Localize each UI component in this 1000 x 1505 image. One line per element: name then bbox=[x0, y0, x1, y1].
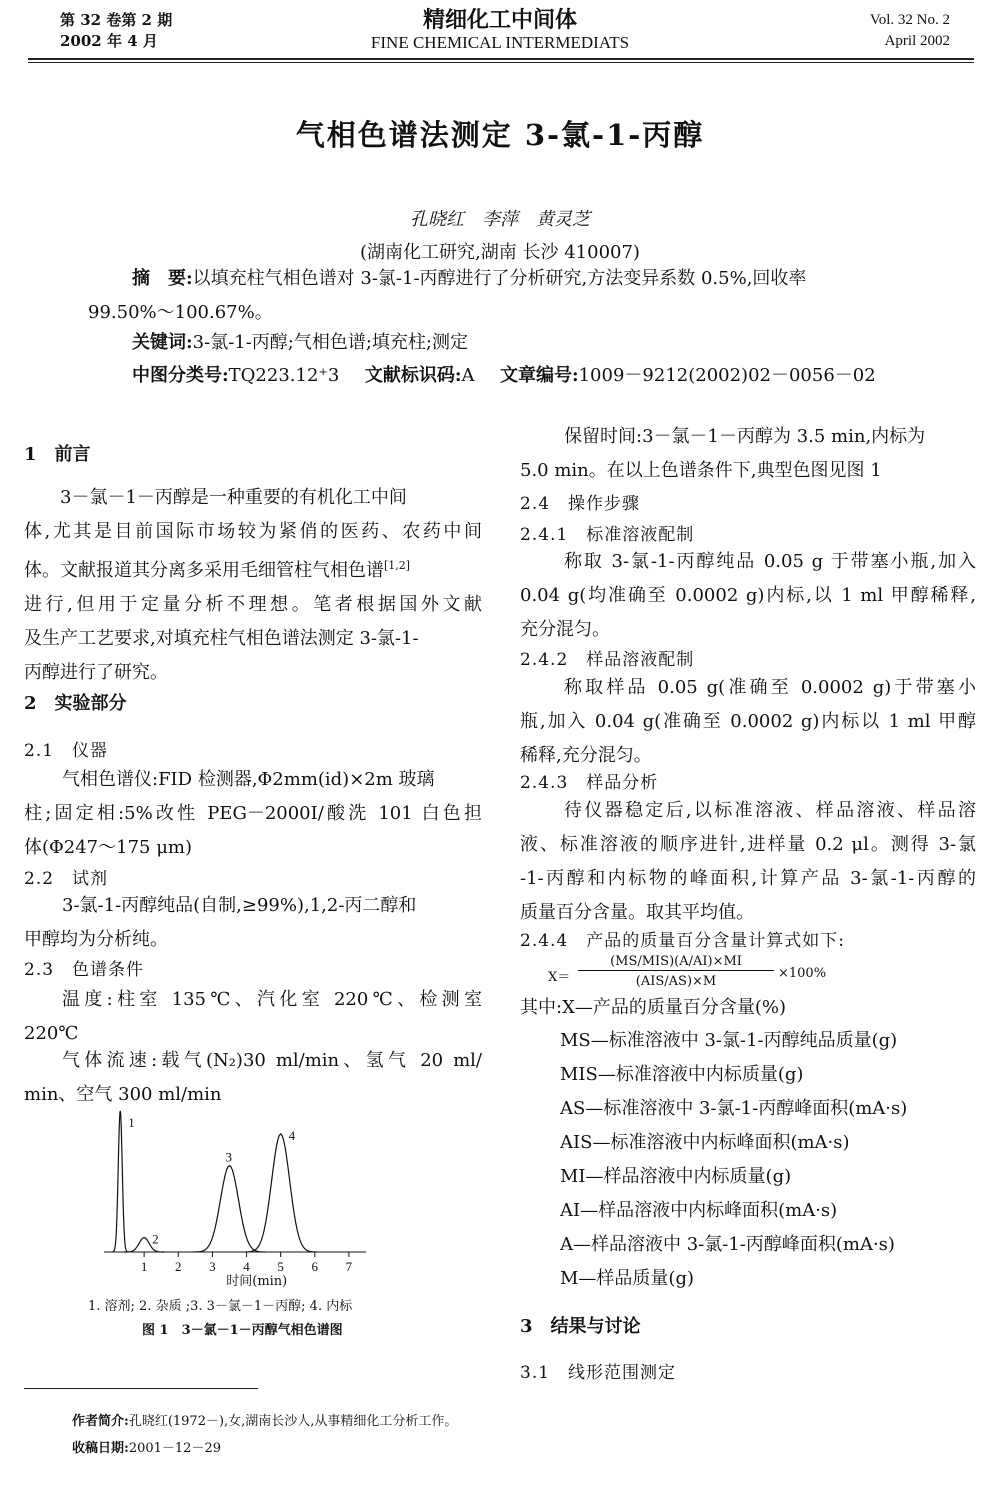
section-2-4-3-heading: 2.4.3 样品分析 bbox=[520, 773, 659, 793]
article-title: 气相色谱法测定 3-氯-1-丙醇 bbox=[295, 118, 705, 152]
variable-def: AS—标准溶液中 3-氯-1-丙醇峰面积(mA·s) bbox=[560, 1098, 908, 1119]
section-1-body bbox=[24, 481, 482, 690]
text-line: 丙醇进行了研究。 bbox=[24, 662, 168, 683]
x-tick-label: 7 bbox=[345, 1259, 353, 1274]
text-line: 瓶,加入 0.04 g(准确至 0.0002 g)内标以 1 ml 甲醇 bbox=[520, 711, 976, 732]
journal-title: 精细化工中间体 bbox=[422, 7, 577, 33]
variable-def: A—样品溶液中 3-氯-1-丙醇峰面积(mA·s) bbox=[560, 1234, 895, 1255]
text-line bbox=[24, 549, 482, 588]
text-line: 3-氯-1-丙醇纯品(自制,≥99%),1,2-丙二醇和 bbox=[62, 895, 417, 916]
x-tick-label: 4 bbox=[243, 1259, 250, 1274]
section-2-2-heading: 2.2 试剂 bbox=[24, 869, 109, 889]
peak-label: 3 bbox=[225, 1149, 232, 1165]
formula-lhs: X＝ bbox=[548, 970, 571, 985]
variables-intro: 其中:X—产品的质量百分含量(%) bbox=[520, 997, 787, 1018]
clc-value: TQ223.12⁺3 bbox=[228, 365, 340, 386]
section-2-1-body bbox=[24, 763, 482, 865]
text-line: 气相色谱仪:FID 检测器,Φ2mm(id)×2m 玻璃 bbox=[62, 769, 435, 790]
formula-factor: ×100% bbox=[778, 966, 827, 981]
author-note bbox=[72, 1410, 457, 1429]
author-note-text: 孔晓红(1972－),女,湖南长沙人,从事精细化工分析工作。 bbox=[128, 1414, 458, 1429]
formula-numerator: (MS/MIS)(A/AI)×MI bbox=[578, 954, 774, 971]
doc-code-label: 文献标识码: bbox=[364, 365, 462, 386]
text-line: 进行,但用于定量分析不理想。笔者根据国外文献 bbox=[24, 594, 482, 615]
variable-def: MIS—标准溶液中内标质量(g) bbox=[560, 1064, 804, 1085]
citation: [1,2] bbox=[384, 559, 411, 572]
text-line: 体,尤其是目前国际市场较为紧俏的医药、农药中间 bbox=[24, 521, 482, 542]
journal-volume bbox=[870, 10, 950, 52]
variable-definitions bbox=[560, 1024, 980, 1296]
keywords-line bbox=[132, 326, 468, 360]
variable-def: M—样品质量(g) bbox=[560, 1268, 694, 1289]
text-line: 称取 3-氯-1-丙醇纯品 0.05 g 于带塞小瓶,加入 bbox=[564, 551, 976, 572]
article-authors: 孔晓红 李萍 黄灵芝 bbox=[410, 209, 590, 230]
peak-label: 4 bbox=[288, 1127, 296, 1143]
text-line: 甲醇均为分析纯。 bbox=[24, 929, 168, 950]
peak-trace bbox=[193, 1166, 265, 1252]
formula-denominator: (AIS/AS)×M bbox=[635, 974, 717, 989]
section-2-2-body bbox=[24, 889, 482, 957]
section-2-3-heading: 2.3 色谱条件 bbox=[24, 960, 145, 980]
clc-label: 中图分类号: bbox=[132, 365, 229, 386]
keywords-text: 3-氯-1-丙醇;气相色谱;填充柱;测定 bbox=[192, 332, 468, 353]
keywords-label: 关键词: bbox=[132, 332, 193, 353]
variable-def: AIS—标准溶液中内标峰面积(mA·s) bbox=[560, 1132, 850, 1153]
issue-volume: 第 32 卷第 2 期 bbox=[60, 11, 173, 29]
text-line: 称取样品 0.05 g(准确至 0.0002 g)于带塞小 bbox=[564, 677, 976, 698]
variable-def: MI—样品溶液中内标质量(g) bbox=[560, 1166, 792, 1187]
peak-trace bbox=[245, 1134, 317, 1252]
section-2-1-heading: 2.1 仪器 bbox=[24, 741, 109, 761]
author-note-label: 作者简介: bbox=[72, 1414, 129, 1429]
section-2-4-4-heading: 2.4.4 产品的质量百分含量计算式如下: bbox=[520, 931, 845, 951]
text-line: 液、标准溶液的顺序进针,进样量 0.2 μl。测得 3-氯 bbox=[520, 834, 977, 855]
header-rule bbox=[28, 58, 974, 60]
text-span: 体。文献报道其分离多采用毛细管柱气相色谱 bbox=[24, 560, 384, 581]
text-line: 柱;固定相:5%改性 PEG－2000I/酸洗 101 白色担 bbox=[24, 803, 482, 824]
received-date bbox=[72, 1437, 221, 1456]
text-line: 及生产工艺要求,对填充柱气相色谱法测定 3-氯-1- bbox=[24, 628, 419, 649]
abstract-label: 摘 要: bbox=[132, 268, 193, 289]
variable-def: AI—样品溶液中内标峰面积(mA·s) bbox=[560, 1200, 838, 1221]
text-line: 充分混匀。 bbox=[520, 619, 610, 640]
footnote-rule bbox=[24, 1388, 258, 1389]
section-2-heading: 2 实验部分 bbox=[24, 693, 127, 714]
section-3-heading: 3 结果与讨论 bbox=[520, 1316, 641, 1337]
section-2-4-heading: 2.4 操作步骤 bbox=[520, 494, 641, 514]
variable-def: MS—标准溶液中 3-氯-1-丙醇纯品质量(g) bbox=[560, 1030, 898, 1051]
text-line: 待仪器稳定后,以标准溶液、样品溶液、样品溶 bbox=[564, 800, 976, 821]
abstract-line-2: 99.50%～100.67%。 bbox=[88, 302, 273, 323]
classification-line bbox=[132, 359, 876, 393]
section-2-4-2-body bbox=[520, 671, 976, 773]
section-3-1-heading: 3.1 线形范围测定 bbox=[520, 1363, 677, 1383]
issue-date: 2002 年 4 月 bbox=[60, 32, 158, 50]
text-line: 稀释,充分混匀。 bbox=[520, 745, 652, 766]
section-2-4-3-body bbox=[520, 794, 976, 930]
volume-number: Vol. 32 No. 2 bbox=[869, 12, 950, 28]
journal-subtitle: FINE CHEMICAL INTERMEDIATS bbox=[370, 33, 630, 52]
abstract-text: 以填充柱气相色谱对 3-氯-1-丙醇进行了分析研究,方法变异系数 0.5%,回收率 bbox=[192, 268, 807, 289]
header-rule-thin bbox=[28, 62, 974, 63]
retention-paragraph bbox=[520, 420, 976, 488]
text-line: 质量百分含量。取其平均值。 bbox=[520, 902, 754, 923]
text-line: 气体流速:载气(N₂)30 ml/min、氢气 20 ml/ bbox=[62, 1050, 482, 1071]
section-1-heading: 1 前言 bbox=[24, 444, 91, 465]
peak-trace bbox=[112, 1111, 128, 1252]
x-tick-label: 1 bbox=[140, 1259, 148, 1274]
x-axis-label: 时间(min) bbox=[226, 1274, 288, 1289]
doc-code-value: A bbox=[461, 365, 475, 386]
text-line: 温度:柱室 135℃、汽化室 220℃、检测室 bbox=[62, 989, 482, 1010]
text-line: 保留时间:3－氯－1－丙醇为 3.5 min,内标为 bbox=[564, 426, 926, 447]
text-line: 0.04 g(均准确至 0.0002 g)内标,以 1 ml 甲醇稀释, bbox=[520, 585, 976, 606]
abstract-line bbox=[132, 262, 806, 296]
text-line: -1-丙醇和内标物的峰面积,计算产品 3-氯-1-丙醇的 bbox=[520, 868, 976, 889]
section-2-4-1-body bbox=[520, 545, 976, 647]
article-no-value: 1009－9212(2002)02－0056－02 bbox=[578, 365, 876, 386]
peak-label: 2 bbox=[152, 1231, 159, 1247]
section-2-4-1-heading: 2.4.1 标准溶液配制 bbox=[520, 525, 695, 545]
text-line: min、空气 300 ml/min bbox=[24, 1084, 222, 1105]
received-date-label: 收稿日期: bbox=[72, 1441, 129, 1456]
x-tick-label: 2 bbox=[175, 1259, 182, 1274]
section-2-3-temp bbox=[24, 983, 482, 1051]
chromatogram-chart bbox=[96, 1100, 396, 1305]
section-2-4-2-heading: 2.4.2 样品溶液配制 bbox=[520, 650, 695, 670]
text-line: 220℃ bbox=[24, 1023, 79, 1044]
text-line: 体(Φ247～175 μm) bbox=[24, 837, 193, 858]
text-line: 3－氯－1－丙醇是一种重要的有机化工中间 bbox=[60, 487, 407, 508]
figure-caption: 图 1 3－氯－1－丙醇气相色谱图 bbox=[142, 1323, 343, 1338]
received-date-value: 2001－12－29 bbox=[128, 1441, 221, 1456]
x-tick-label: 3 bbox=[209, 1259, 216, 1274]
figure-legend: 1. 溶剂; 2. 杂质 ;3. 3－氯－1－丙醇; 4. 内标 bbox=[88, 1299, 353, 1314]
volume-date: April 2002 bbox=[884, 33, 950, 49]
peak-label: 1 bbox=[128, 1114, 135, 1130]
article-no-label: 文章编号: bbox=[499, 365, 579, 386]
chromatogram-plot bbox=[104, 1111, 366, 1289]
x-tick-label: 5 bbox=[277, 1259, 284, 1274]
article-affiliation: (湖南化工研究,湖南 长沙 410007) bbox=[360, 242, 640, 263]
x-tick-label: 6 bbox=[311, 1259, 319, 1274]
text-line: 5.0 min。在以上色谱条件下,典型色图见图 1 bbox=[520, 460, 882, 481]
